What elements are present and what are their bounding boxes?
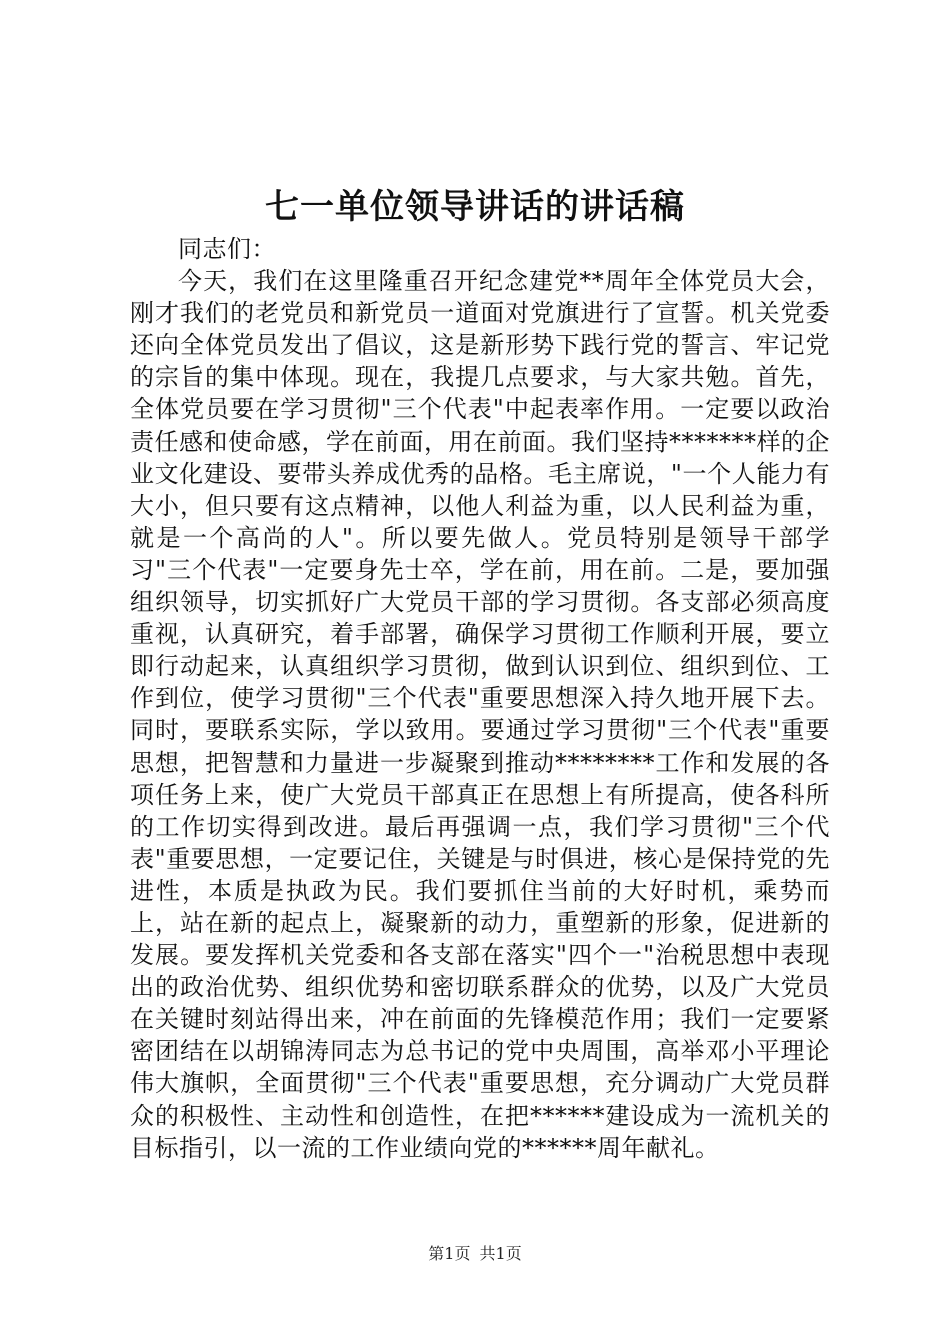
document-title: 七一单位领导讲话的讲话稿 [265,187,685,227]
salutation: 同志们： [178,235,276,263]
page-number: 第1页 [428,1244,471,1263]
speech-paragraph: 今天，我们在这里隆重召开纪念建党**周年全体党员大会，刚才我们的老党员和新党员一道面对党旗进行了宣誓。机关党委还向全体党员发出了倡议，这是新形势下践行党的誓言、牢记党的宗旨的集中体现。现在，我提几点要求，与大家共勉。首先，全体党员要在学习贯彻"三个代表"中起表率作用。一定要以政治责任感和使命感，学在前面，用在前面。我们坚持*******样的企业文化建设、要带头养成优秀的品格。毛主席说，"一个人能力有大小，但只要有这点精神，以他人利益为重，以人民利益为重，就是一个高尚的人"。所以要先做人。党员特别是领导干部学习"三个代表"一定要身先士卒，学在前，用在前。二是，要加强组织领导，切实抓好广大党员干部的学习贯彻。各支部必须高度重视，认真研究，着手部署，确保学习贯彻工作顺利开展，要立即行动起来，认真组织学习贯彻，做到认识到位、组织到位、工作到位，使学习贯彻"三个代表"重要思想深入持久地开展下去。同时，要联系实际，学以致用。要通过学习贯彻"三个代表"重要思想，把智慧和力量进一步凝聚到推动********工作和发展的各项任务上来，使广大党员干部真正在思想上有所提高，使各科所的工作切实得到改进。最后再强调一点，我们学习贯彻"三个代表"重要思想，一定要记住，关键是与时俱进，核心是保持党的先进性，本质是执政为民。我们要抓住当前的大好时机，乘势而上，站在新的起点上，凝聚新的动力，重塑新的形象，促进新的发展。要发挥机关党委和各支部在落实"四个一"治税思想中表现出的政治优势、组织优势和密切联系群众的优势，以及广大党员在关键时刻站得出来，冲在前面的先锋模范作用；我们一定要紧密团结在以胡锦涛同志为总书记的党中央周围，高举邓小平理论伟大旗帜，全面贯彻"三个代表"重要思想，充分调动广大党员群众的积极性、主动性和创造性，在把******建设成为一流机关的目标指引，以一流的工作业绩向党的******周年献礼。 [130,267,830,1162]
document-body [130,233,830,1164]
page-total: 共1页 [479,1244,522,1263]
page-footer [0,1243,950,1265]
